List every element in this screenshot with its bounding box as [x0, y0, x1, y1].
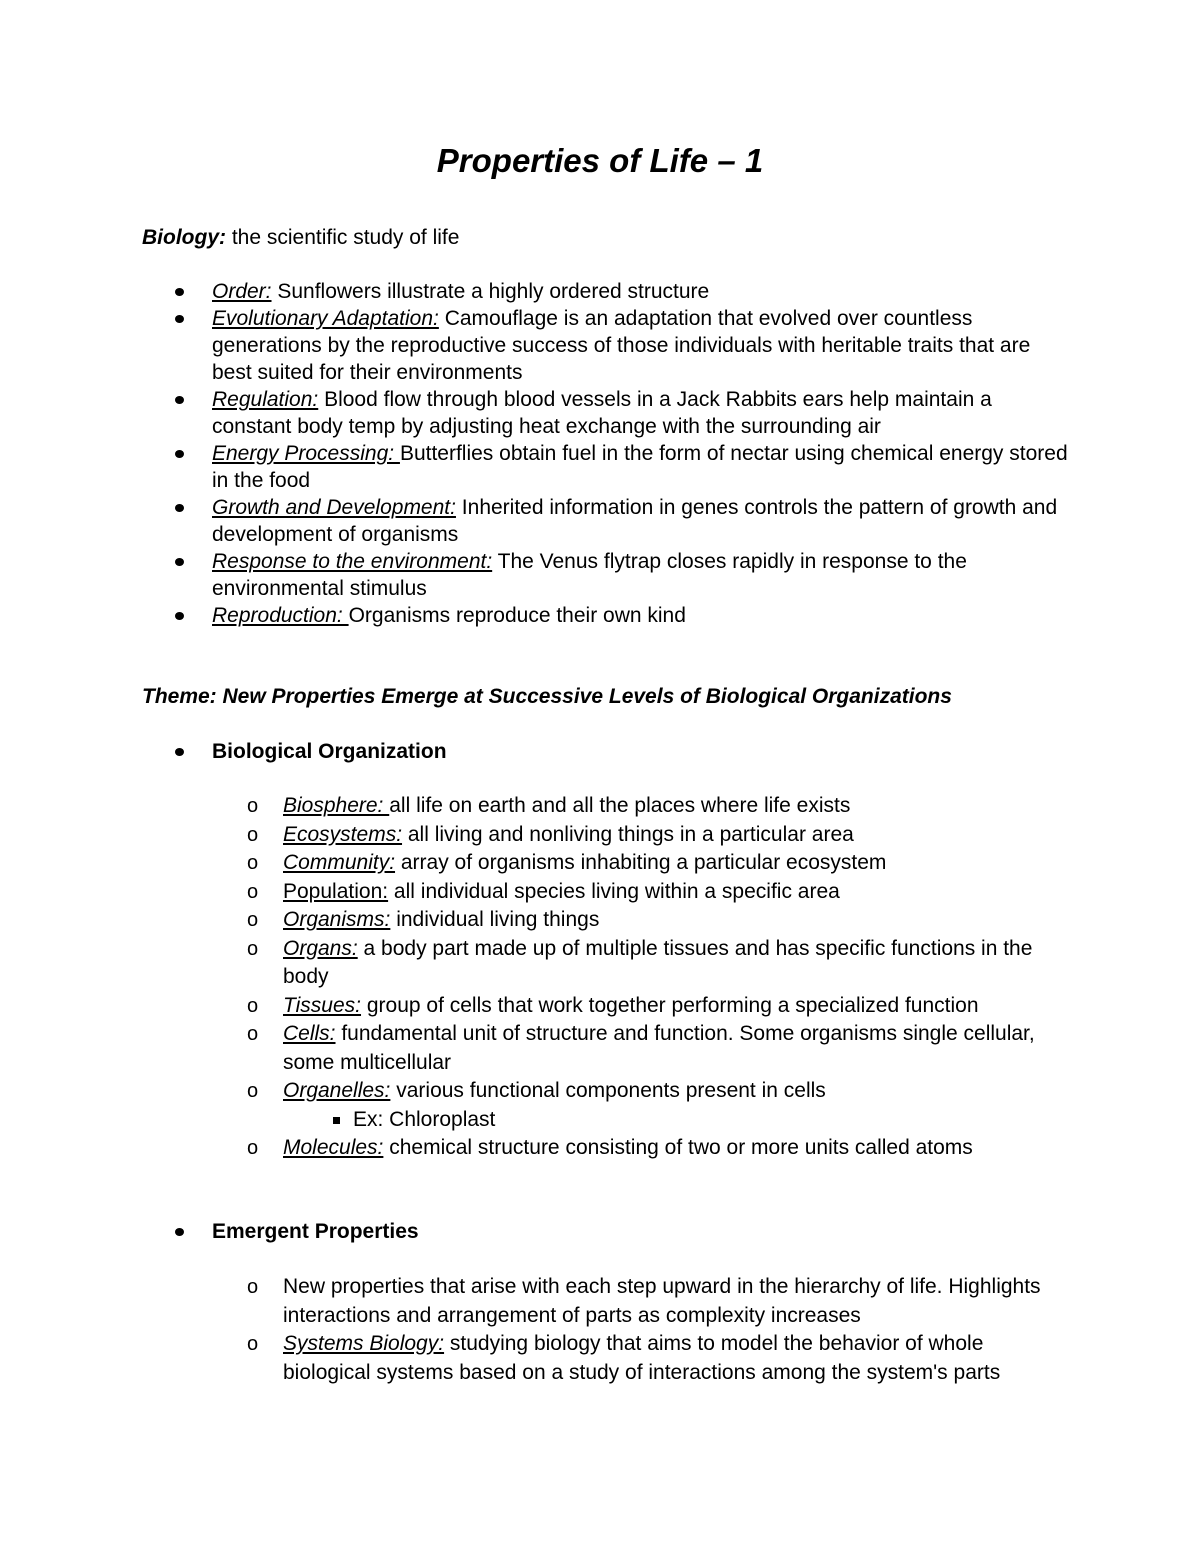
bullet-icon — [175, 612, 184, 620]
list-item — [247, 1273, 1073, 1330]
circle-bullet-icon: o — [247, 1276, 259, 1298]
level-text: array of organisms inhabiting a particular ecosystem — [395, 851, 887, 874]
circle-bullet-icon: o — [247, 823, 259, 846]
organelle-example-list — [283, 1106, 1073, 1135]
level-term: Organelles: — [283, 1079, 391, 1102]
property-text: Butterflies obtain fuel in the form of nectar using chemical energy stored in the food — [212, 442, 1068, 492]
level-term: Tissues: — [283, 993, 362, 1017]
section-heading-text: Biological Organization — [212, 740, 447, 763]
properties-list — [212, 278, 1072, 629]
property-text: Organisms reproduce their own kind — [348, 604, 686, 627]
circle-bullet-icon: o — [247, 994, 259, 1017]
level-text: all living and nonliving things in a particular area — [402, 822, 854, 846]
bullet-icon — [175, 450, 184, 458]
page-title: Properties of Life – 1 — [436, 142, 764, 179]
property-term: Reproduction: — [212, 604, 349, 627]
property-term: Growth and Development: — [212, 496, 456, 519]
circle-bullet-icon: o — [247, 1023, 259, 1045]
bullet-icon — [175, 315, 184, 323]
list-item — [247, 935, 1073, 992]
level-text: group of cells that work together performing a specialized function — [361, 993, 979, 1017]
property-text: The Venus flytrap closes rapidly in response to the environmental stimulus — [212, 550, 967, 600]
list-item — [212, 386, 1072, 440]
level-text: all individual species living within a specific area — [388, 879, 840, 903]
level-term: Organisms: — [283, 908, 391, 931]
emergent-properties-heading — [212, 1218, 419, 1245]
emergent-text: New properties that arise with each step upward in the hierarchy of life. Highlights interactions and arrangement of parts as complexity increases — [283, 1275, 1041, 1327]
list-item — [247, 1134, 1073, 1163]
list-item — [212, 305, 1072, 386]
circle-bullet-icon: o — [247, 795, 259, 817]
bullet-icon — [175, 396, 184, 404]
level-term: Molecules: — [283, 1136, 384, 1159]
circle-bullet-icon: o — [247, 909, 259, 931]
emergent-text: studying biology that aims to model the behavior of whole biological systems based on a study of interactions among the system's parts — [283, 1332, 1001, 1384]
list-item — [247, 1330, 1073, 1387]
list-item — [247, 878, 1073, 907]
level-term: Ecosystems: — [283, 822, 403, 846]
biology-definition — [142, 224, 459, 251]
list-item — [247, 992, 1073, 1021]
bullet-icon — [175, 558, 184, 566]
level-text: fundamental unit of structure and function. Some organisms single cellular, some multicellular — [283, 1022, 1035, 1074]
property-text: Sunflowers illustrate a highly ordered structure — [271, 280, 710, 303]
circle-bullet-icon: o — [247, 880, 259, 903]
list-item — [247, 1077, 1073, 1134]
level-text: various functional components present in cells — [390, 1079, 826, 1102]
list-item — [247, 821, 1073, 850]
circle-bullet-icon: o — [247, 1333, 259, 1355]
list-item — [247, 849, 1073, 878]
biological-organization-list — [247, 792, 1073, 1163]
list-item — [212, 440, 1072, 494]
property-text: Blood flow through blood vessels in a Jack Rabbits ears help maintain a constant body temp by adjusting heat exchange with the surrounding air — [212, 388, 992, 438]
level-term: Community: — [283, 851, 396, 874]
list-item — [212, 602, 1072, 629]
definition-term: Biology: — [142, 226, 226, 249]
square-bullet-icon — [333, 1117, 340, 1124]
level-text: individual living things — [390, 908, 600, 931]
example-text: Ex: Chloroplast — [353, 1107, 496, 1131]
biological-organization-heading — [212, 738, 447, 765]
bullet-icon — [175, 1228, 184, 1236]
circle-bullet-icon: o — [247, 1137, 259, 1159]
list-item — [353, 1106, 1073, 1135]
property-term: Regulation: — [212, 388, 319, 411]
bullet-icon — [175, 288, 184, 296]
emergent-properties-list — [247, 1273, 1073, 1387]
bullet-icon — [175, 504, 184, 512]
property-text: Camouflage is an adaptation that evolved over countless generations by the reproductive success of those individuals with heritable traits that are best suited for their environments — [212, 307, 1031, 384]
emergent-term: Systems Biology: — [283, 1332, 445, 1355]
level-term: Organs: — [283, 936, 358, 960]
theme-heading: Theme: New Properties Emerge at Successive Levels of Biological Organizations — [142, 685, 952, 708]
list-item — [247, 906, 1073, 935]
list-item — [247, 1020, 1073, 1077]
property-term: Response to the environment: — [212, 550, 493, 573]
circle-bullet-icon: o — [247, 852, 259, 874]
property-term: Energy Processing: — [212, 442, 400, 465]
property-term: Evolutionary Adaptation: — [212, 307, 439, 330]
property-term: Order: — [212, 280, 272, 303]
circle-bullet-icon: o — [247, 1080, 259, 1102]
level-text: chemical structure consisting of two or more units called atoms — [383, 1136, 973, 1159]
circle-bullet-icon: o — [247, 937, 259, 960]
level-term: Cells: — [283, 1022, 336, 1045]
bullet-icon — [175, 748, 184, 756]
level-term: Biosphere: — [283, 794, 390, 817]
level-text: all life on earth and all the places where life exists — [389, 794, 851, 817]
list-item — [212, 278, 1072, 305]
list-item — [212, 494, 1072, 548]
property-text: Inherited information in genes controls the pattern of growth and development of organisms — [212, 496, 1058, 546]
section-heading-text: Emergent Properties — [212, 1220, 419, 1243]
level-term: Population: — [283, 879, 389, 903]
list-item — [247, 792, 1073, 821]
definition-text: the scientific study of life — [226, 226, 460, 249]
list-item — [212, 548, 1072, 602]
level-text: a body part made up of multiple tissues and has specific functions in the body — [283, 936, 1033, 988]
